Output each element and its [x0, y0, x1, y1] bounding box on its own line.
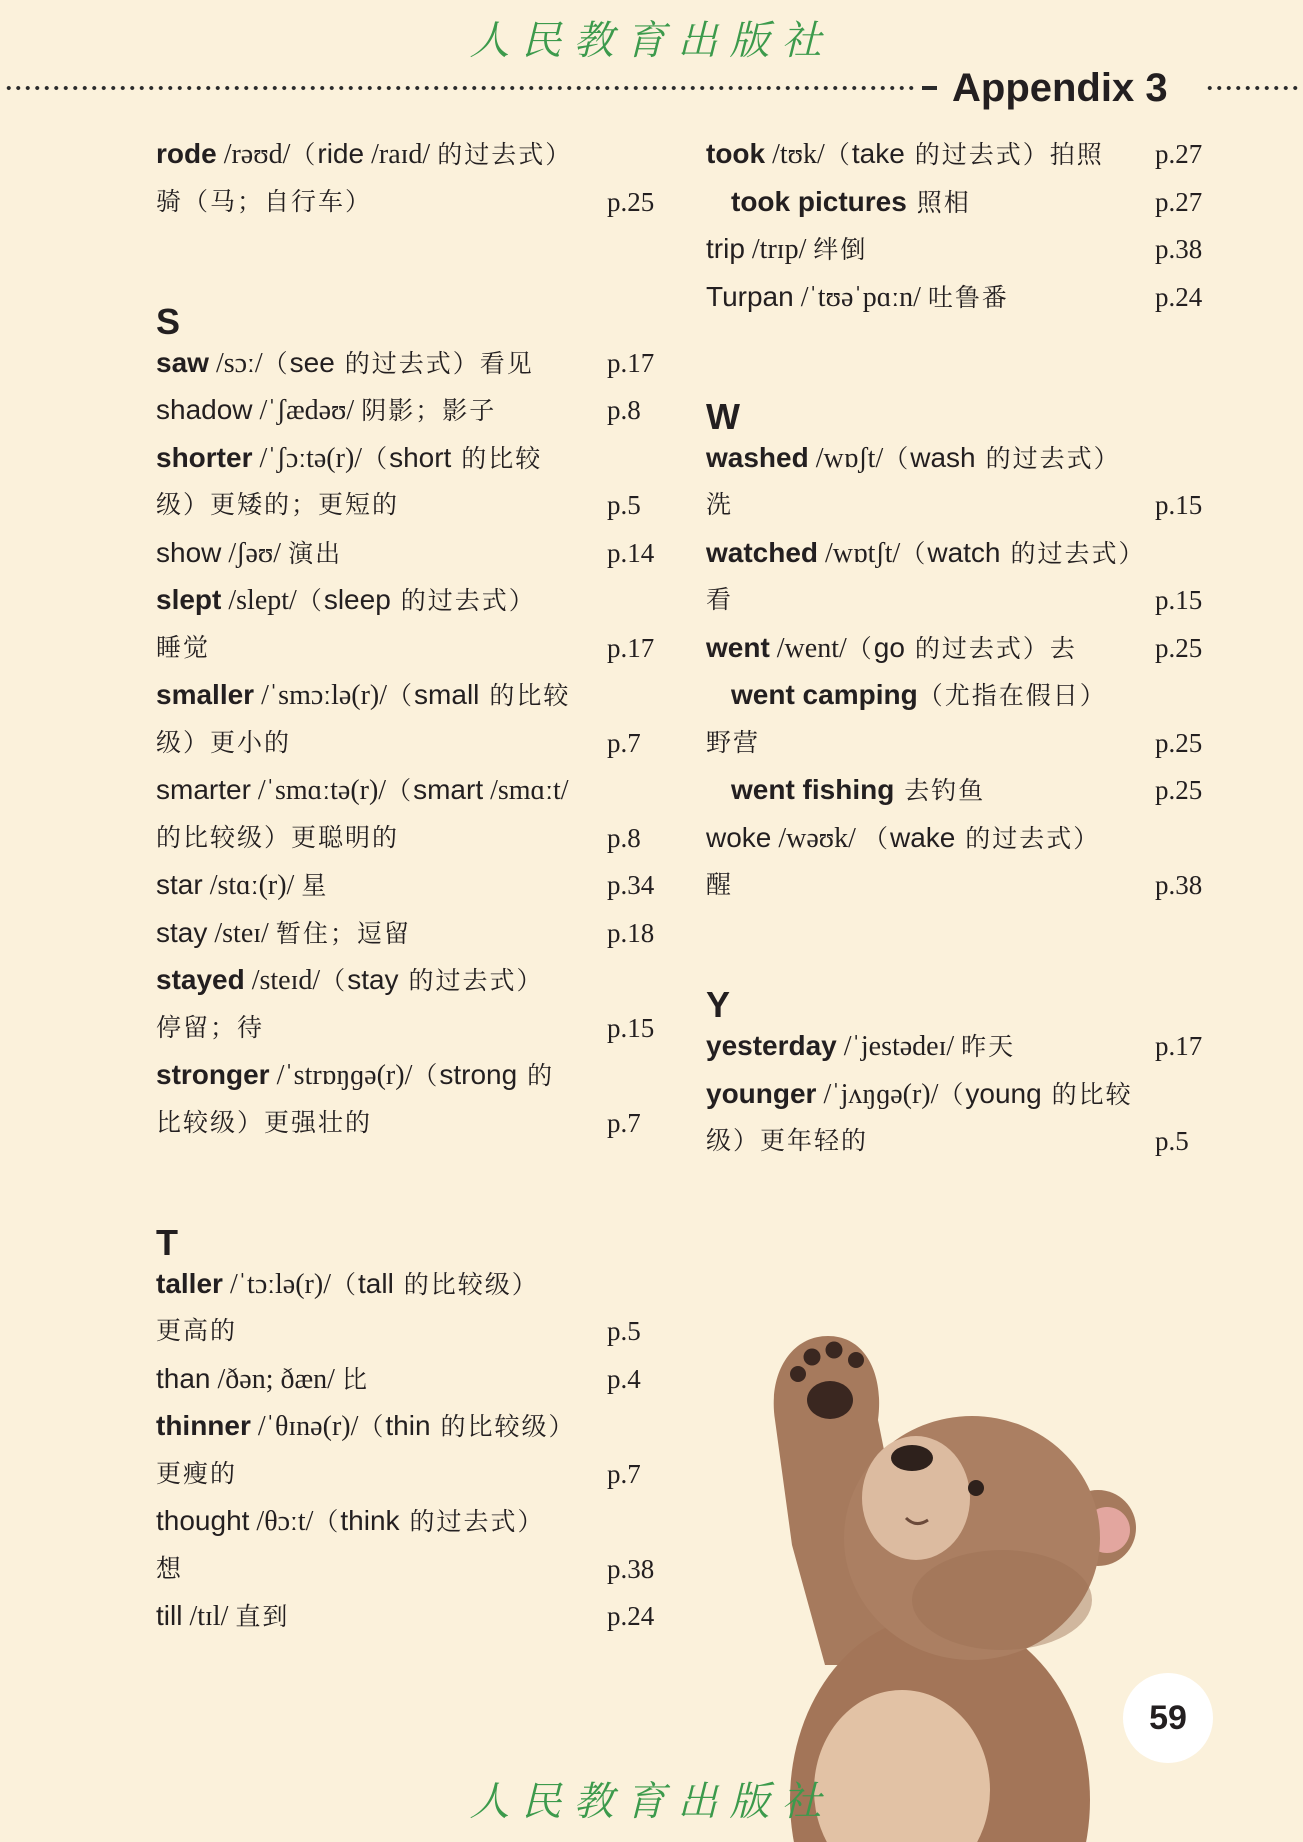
- headword: show: [156, 536, 222, 568]
- headword: took pictures: [731, 185, 907, 217]
- page-reference: p.15: [1155, 490, 1203, 520]
- chinese-text: （: [262, 348, 290, 378]
- base-word: see: [289, 346, 335, 378]
- chinese-text: 比较级）更强壮的: [156, 1107, 373, 1137]
- chinese-text: 昨天: [961, 1032, 1016, 1061]
- chinese-text: 暂住；逗留: [275, 918, 411, 948]
- page-reference: p.4: [607, 1363, 641, 1394]
- chinese-text: （尤指在假日）: [917, 681, 1107, 710]
- headword: than: [156, 1362, 211, 1394]
- glossary-entry-row: [156, 1454, 237, 1494]
- headword: smarter: [156, 774, 251, 805]
- section-letter: Y: [706, 984, 731, 1025]
- chinese-text: 去钓鱼: [894, 776, 986, 805]
- headword: younger: [706, 1077, 817, 1109]
- glossary-entry-row: [156, 865, 328, 905]
- chinese-text: （: [358, 1412, 386, 1441]
- chinese-text: 的过去式）: [1000, 538, 1146, 568]
- chinese-text: 更瘦的: [156, 1458, 238, 1488]
- page-reference: p.8: [607, 822, 641, 853]
- phonetic: /raɪd/: [364, 139, 438, 170]
- page-reference: p.7: [607, 1458, 641, 1489]
- page-reference: p.5: [607, 1316, 641, 1346]
- headword: shorter: [156, 441, 253, 473]
- base-word: young: [965, 1077, 1042, 1109]
- page-reference: p.17: [1155, 1031, 1203, 1061]
- bear-eye: [968, 1480, 984, 1496]
- chinese-text: 星: [301, 871, 329, 900]
- chinese-text: 的比较级）: [430, 1412, 576, 1441]
- publisher-logo-bottom: 人民教育出版社: [469, 1779, 834, 1825]
- chinese-text: 直到: [235, 1602, 290, 1631]
- chinese-text: 阴影；影子: [361, 396, 497, 425]
- base-word: small: [414, 679, 480, 710]
- chinese-text: 的过去式）: [390, 586, 536, 615]
- glossary-entry-row: [156, 134, 572, 174]
- phonetic: /steɪ/: [207, 917, 276, 949]
- phonetic: /ˈʃædəʊ/: [252, 395, 362, 426]
- phonetic: /tɪl/: [182, 1601, 236, 1632]
- glossary-entry-row: [156, 485, 399, 525]
- section-letter: W: [706, 395, 740, 437]
- chinese-text: （: [938, 1079, 966, 1109]
- glossary-entry-row: [706, 1026, 1015, 1066]
- phonetic: /θɔːt/: [249, 1506, 314, 1537]
- base-word: watch: [927, 536, 1001, 568]
- phonetic: /ˈʃɔːtə(r)/: [252, 442, 363, 474]
- glossary-entry-row: [156, 1055, 554, 1095]
- headword: taller: [156, 1267, 223, 1299]
- glossary-entry-row: [156, 1264, 539, 1304]
- headword: went fishing: [731, 774, 895, 805]
- base-word: strong: [439, 1059, 518, 1090]
- base-word: wash: [910, 441, 976, 473]
- headword: smaller: [156, 679, 255, 710]
- base-word: stay: [347, 964, 399, 995]
- base-word: go: [873, 631, 905, 663]
- chinese-text: 洗: [706, 490, 734, 519]
- phonetic: /wəʊk/: [771, 822, 863, 854]
- glossary-entry-row: [156, 1359, 369, 1399]
- page-reference: p.27: [1155, 186, 1203, 217]
- chinese-text: 照相: [906, 187, 971, 217]
- chinese-text: 的: [517, 1061, 555, 1090]
- bear-illustration: [740, 1320, 1160, 1842]
- chinese-text: 的过去式）: [955, 823, 1101, 853]
- page-reference: p.17: [607, 347, 655, 378]
- page-reference: p.34: [607, 870, 655, 900]
- glossary-entry-row: [156, 913, 411, 953]
- chinese-text: 级）更矮的；更短的: [156, 490, 400, 519]
- chinese-text: （: [362, 443, 390, 473]
- glossary-entry-row: [706, 1074, 1133, 1114]
- chinese-text: 绊倒: [813, 235, 868, 264]
- page-reference: p.7: [607, 1107, 641, 1138]
- page-title: Appendix 3: [952, 66, 1168, 110]
- glossary-entry-row: [706, 277, 1009, 317]
- phonetic: /wɒʃt/: [808, 442, 884, 474]
- headword: went camping: [731, 679, 918, 710]
- phonetic: /ˈsmɔːlə(r)/: [254, 680, 388, 711]
- page-reference: p.24: [1155, 281, 1203, 312]
- chinese-text: 野营: [706, 727, 761, 757]
- page-reference: p.25: [1155, 632, 1203, 663]
- glossary-subentry-row: [731, 675, 1107, 715]
- glossary-entry-row: [706, 134, 1104, 174]
- phonetic: /went/: [769, 632, 847, 664]
- header-dotted-rule-right: [1205, 85, 1300, 91]
- header-dash: [922, 86, 937, 90]
- page-reference: p.25: [1155, 727, 1203, 758]
- phonetic: /ðən; ðæn/: [210, 1363, 342, 1395]
- glossary-subentry-row: [731, 182, 971, 222]
- phonetic: /stɑː(r)/: [202, 870, 302, 901]
- chinese-text: （: [313, 1507, 341, 1536]
- phonetic: /sɔː/: [208, 347, 263, 379]
- page-reference: p.17: [607, 632, 655, 663]
- chinese-text: 的过去式）去: [904, 633, 1077, 663]
- chinese-text: 的过去式）看见: [334, 348, 534, 378]
- phonetic: /ˈstrɒŋɡə(r)/: [269, 1060, 413, 1091]
- headword: yesterday: [706, 1030, 837, 1061]
- chinese-text: （: [296, 586, 324, 615]
- phonetic: /ˈθɪnə(r)/: [250, 1411, 359, 1442]
- phonetic: /ʃəʊ/: [221, 537, 289, 569]
- base-word: short: [389, 441, 452, 473]
- page-reference: p.15: [607, 1012, 655, 1043]
- base-word: thin: [385, 1410, 431, 1441]
- chinese-text: （: [824, 140, 852, 169]
- chinese-text: 的过去式）: [398, 966, 544, 995]
- glossary-entry-row: [706, 438, 1121, 478]
- phonetic: /ˈtʊəˈpɑːn/: [793, 281, 928, 313]
- headword: slept: [156, 584, 222, 615]
- chinese-text: 睡觉: [156, 632, 211, 662]
- glossary-entry-row: [706, 229, 867, 269]
- chinese-text: 的比较: [479, 681, 571, 710]
- glossary-entry-row: [156, 1549, 183, 1589]
- headword: rode: [156, 138, 217, 169]
- chinese-text: 的过去式）: [975, 443, 1121, 473]
- chinese-text: 的比较级）更聪明的: [156, 822, 400, 852]
- phonetic: /ˈsmɑːtə(r)/: [250, 775, 387, 806]
- bear-nose: [891, 1445, 933, 1471]
- chinese-text: 更高的: [156, 1316, 238, 1345]
- chinese-text: 比: [341, 1364, 369, 1394]
- glossary-entry-row: [156, 1103, 372, 1143]
- headword: shadow: [156, 394, 253, 425]
- glossary-entry-row: [156, 1406, 576, 1446]
- chinese-text: （: [412, 1061, 440, 1090]
- glossary-entry-row: [706, 865, 733, 905]
- chinese-text: 想: [156, 1553, 184, 1583]
- glossary-entry-row: [706, 485, 733, 525]
- glossary-entry-row: [156, 723, 291, 763]
- page-reference: p.25: [607, 186, 655, 217]
- base-word: sleep: [323, 584, 391, 615]
- chinese-text: 吐鲁番: [927, 282, 1009, 312]
- page-reference: p.5: [607, 490, 641, 520]
- glossary-entry-row: [156, 390, 496, 430]
- phonetic: /rəʊd/: [216, 139, 291, 170]
- headword: thought: [156, 1505, 250, 1536]
- chinese-text: 醒: [706, 870, 734, 899]
- headword: saw: [156, 346, 209, 378]
- page-reference: p.24: [607, 1601, 655, 1631]
- headword: till: [156, 1600, 183, 1631]
- glossary-entry-row: [156, 770, 569, 810]
- headword: trip: [706, 233, 745, 264]
- chinese-text: 的比较级）: [393, 1269, 539, 1299]
- chinese-text: （: [331, 1269, 359, 1299]
- base-word: wake: [889, 821, 956, 853]
- page-reference: p.14: [607, 537, 655, 568]
- chinese-text: 演出: [288, 538, 343, 568]
- chinese-text: （: [900, 538, 928, 568]
- glossary-entry-row: [156, 1596, 289, 1636]
- page-number-badge: 59: [1123, 1673, 1213, 1763]
- phonetic: /tʊk/: [765, 139, 825, 170]
- section-letter: T: [156, 1221, 178, 1263]
- glossary-entry-row: [706, 818, 1100, 858]
- phonetic: /smɑːt/: [483, 775, 569, 806]
- chinese-text: 的比较: [1041, 1079, 1133, 1109]
- glossary-entry-row: [156, 438, 542, 478]
- glossary-entry-row: [156, 1311, 237, 1351]
- glossary-entry-row: [706, 723, 760, 763]
- page-reference: p.7: [607, 727, 641, 758]
- phonetic: /trɪp/: [744, 234, 814, 265]
- phonetic: /ˈjestədeɪ/: [836, 1031, 962, 1062]
- chinese-text: （: [883, 443, 911, 473]
- chinese-text: （: [386, 776, 414, 805]
- chinese-text: 骑（马；自行车）: [156, 186, 373, 216]
- phonetic: /wɒtʃt/: [818, 537, 901, 569]
- chinese-text: 级）更年轻的: [706, 1126, 869, 1155]
- glossary-entry-row: [706, 580, 733, 620]
- glossary-subentry-row: [731, 770, 985, 810]
- headword: woke: [706, 821, 772, 853]
- chinese-text: 的比较: [451, 443, 543, 473]
- headword: thinner: [156, 1410, 251, 1441]
- headword: stronger: [156, 1059, 270, 1090]
- chinese-text: 看: [706, 585, 734, 614]
- chinese-text: 级）更小的: [156, 727, 292, 757]
- page-reference: p.8: [607, 395, 641, 425]
- headword: watched: [706, 536, 819, 568]
- phonetic: /slept/: [221, 585, 297, 616]
- headword: stayed: [156, 964, 245, 995]
- header-dotted-rule-left: [4, 85, 918, 91]
- section-letter: S: [156, 300, 181, 342]
- page-reference: p.27: [1155, 139, 1203, 169]
- publisher-logo-top: 人民教育出版社: [469, 18, 834, 64]
- base-word: smart: [413, 774, 484, 805]
- headword: washed: [706, 441, 809, 473]
- phonetic: /ˈjʌŋɡə(r)/: [816, 1078, 939, 1110]
- base-word: tall: [358, 1267, 394, 1299]
- chinese-text: （: [387, 681, 415, 710]
- headword: stay: [156, 916, 208, 948]
- bear-cheek-shadow: [912, 1550, 1092, 1650]
- headword: took: [706, 138, 766, 169]
- glossary-entry-row: [156, 1008, 264, 1048]
- headword: Turpan: [706, 280, 794, 312]
- glossary-entry-row: [706, 628, 1077, 668]
- page-reference: p.25: [1155, 775, 1203, 805]
- chinese-text: 的过去式）拍照: [904, 140, 1104, 169]
- chinese-text: 的过去式）: [437, 140, 573, 169]
- chinese-text: （: [846, 633, 874, 663]
- base-word: think: [340, 1505, 400, 1536]
- glossary-entry-row: [156, 533, 342, 573]
- page-reference: p.38: [1155, 870, 1203, 900]
- glossary-entry-row: [156, 580, 536, 620]
- headword: went: [706, 631, 770, 663]
- base-word: ride: [317, 138, 365, 169]
- chinese-text: 停留；待: [156, 1012, 265, 1042]
- glossary-entry-row: [156, 182, 372, 222]
- glossary-entry-row: [156, 960, 544, 1000]
- page-reference: p.38: [1155, 234, 1203, 264]
- glossary-entry-row: [156, 675, 570, 715]
- page-reference: p.38: [607, 1553, 655, 1584]
- base-word: take: [851, 138, 905, 169]
- glossary-entry-row: [156, 818, 399, 858]
- chinese-text: 的过去式）: [399, 1507, 545, 1536]
- glossary-entry-row: [156, 343, 534, 383]
- phonetic: /ˈtɔːlə(r)/: [222, 1268, 331, 1300]
- chinese-text: （: [290, 140, 318, 169]
- chinese-text: （: [320, 966, 348, 995]
- glossary-entry-row: [156, 628, 210, 668]
- headword: star: [156, 869, 203, 900]
- glossary-entry-row: [156, 1501, 545, 1541]
- page-reference: p.18: [607, 917, 655, 948]
- chinese-text: （: [862, 823, 890, 853]
- page-reference: p.5: [1155, 1126, 1189, 1156]
- glossary-entry-row: [706, 1121, 868, 1161]
- phonetic: /steɪd/: [244, 965, 321, 996]
- glossary-entry-row: [706, 533, 1145, 573]
- page-reference: p.15: [1155, 585, 1203, 615]
